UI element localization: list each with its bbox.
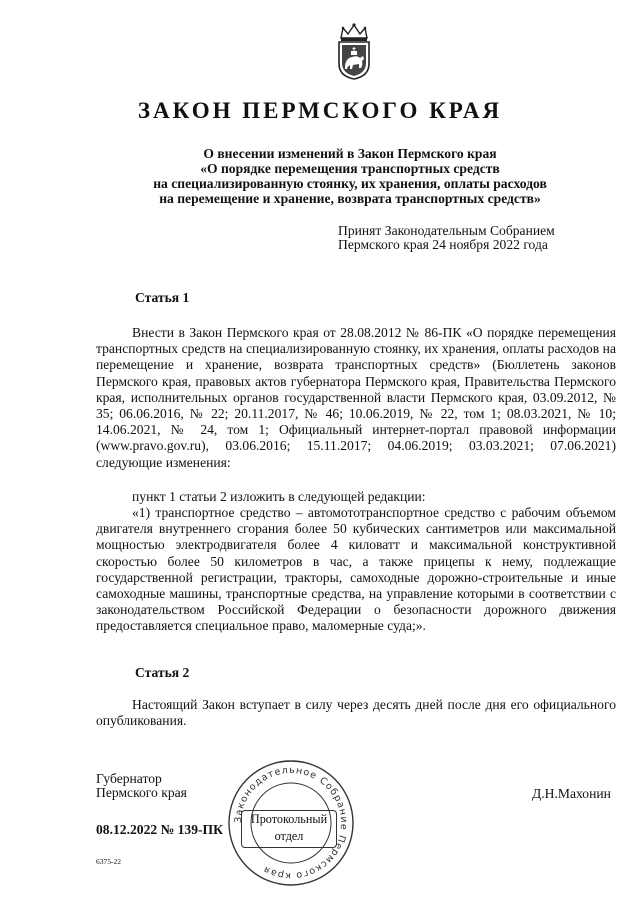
adoption-line: Принят Законодательным Собранием [338, 223, 555, 238]
article-2-paragraph: Настоящий Закон вступает в силу через десять дней после дня его официального опубликования. [96, 697, 616, 729]
document-subtitle [60, 146, 640, 206]
article-2-heading: Статья 2 [135, 665, 190, 680]
governor-title [96, 772, 187, 800]
subtitle-line: О внесении изменений в Закон Пермского края [203, 146, 497, 161]
stamp-line: отдел [274, 829, 304, 843]
adoption-line: Пермского края 24 ноября 2022 года [338, 237, 548, 252]
article-1-paragraph-1: Внести в Закон Пермского края от 28.08.2012 № 86-ПК «О порядке перемещения транспортных средств на специализированную стоянку, их хранения, оплаты расходов на перемещение и хранение, возврата транспортных средств» (Бюллетень законов Пермского края, правовых актов губернатора Пермского края, Правительства Пермского края, исполнительных органов государственной власти Пермского края, 03.09.2012, № 35; 06.06.2016, № 22; 20.11.2017, № 46; 10.06.2019, № 22, том 1; 08.03.2021, № 10; 14.06.2021, № 24, том 1; Официальный интернет-портал правовой информации (www.pravo.gov.ru), 03.06.2016; 15.11.2017; 04.06.2019; 03.03.2021; 07.06.2021) следующие изменения: [96, 325, 616, 470]
subtitle-line: на специализированную стоянку, их хранения, оплаты расходов [153, 176, 547, 191]
governor-line: Губернатор [96, 771, 162, 786]
signer-name: Д.Н.Махонин [532, 786, 611, 801]
subtitle-line: «О порядке перемещения транспортных средств [200, 161, 500, 176]
article-1-paragraph-2: пункт 1 статьи 2 изложить в следующей редакции: [132, 489, 426, 504]
document-title: ЗАКОН ПЕРМСКОГО КРАЯ [137, 98, 503, 123]
svg-text:Законодательное Собрание Пермс: Законодательное Собрание Пермского края [232, 764, 350, 882]
article-1-heading: Статья 1 [135, 290, 190, 305]
subtitle-line: на перемещение и хранение, возврата транспортных средств» [159, 191, 541, 206]
date-and-number: 08.12.2022 № 139-ПК [96, 822, 223, 837]
stamp-department-box [241, 810, 337, 848]
coat-of-arms-emblem [333, 22, 375, 80]
governor-line: Пермского края [96, 785, 187, 800]
stamp-line: Протокольный [250, 812, 328, 826]
adoption-note [338, 224, 555, 252]
document-code: 6375-22 [96, 857, 121, 866]
article-1-paragraph-3: «1) транспортное средство – автомототранспортное средство с рабочим объемом двигателя внутреннего сгорания более 50 кубических сантиметров или максимальной мощностью электродвигателя более 4 киловатт и максимальной конструктивной скоростью более 50 километров в час, а также прицепы к нему, подлежащие государственной регистрации, тракторы, самоходные дорожно-строительные и иные самоходные машины, транспортные средства, на управление которыми в соответствии с законодательством Российской Федерации о безопасности дорожного движения предоставляется специальное право, маломерные суда;». [96, 505, 616, 634]
